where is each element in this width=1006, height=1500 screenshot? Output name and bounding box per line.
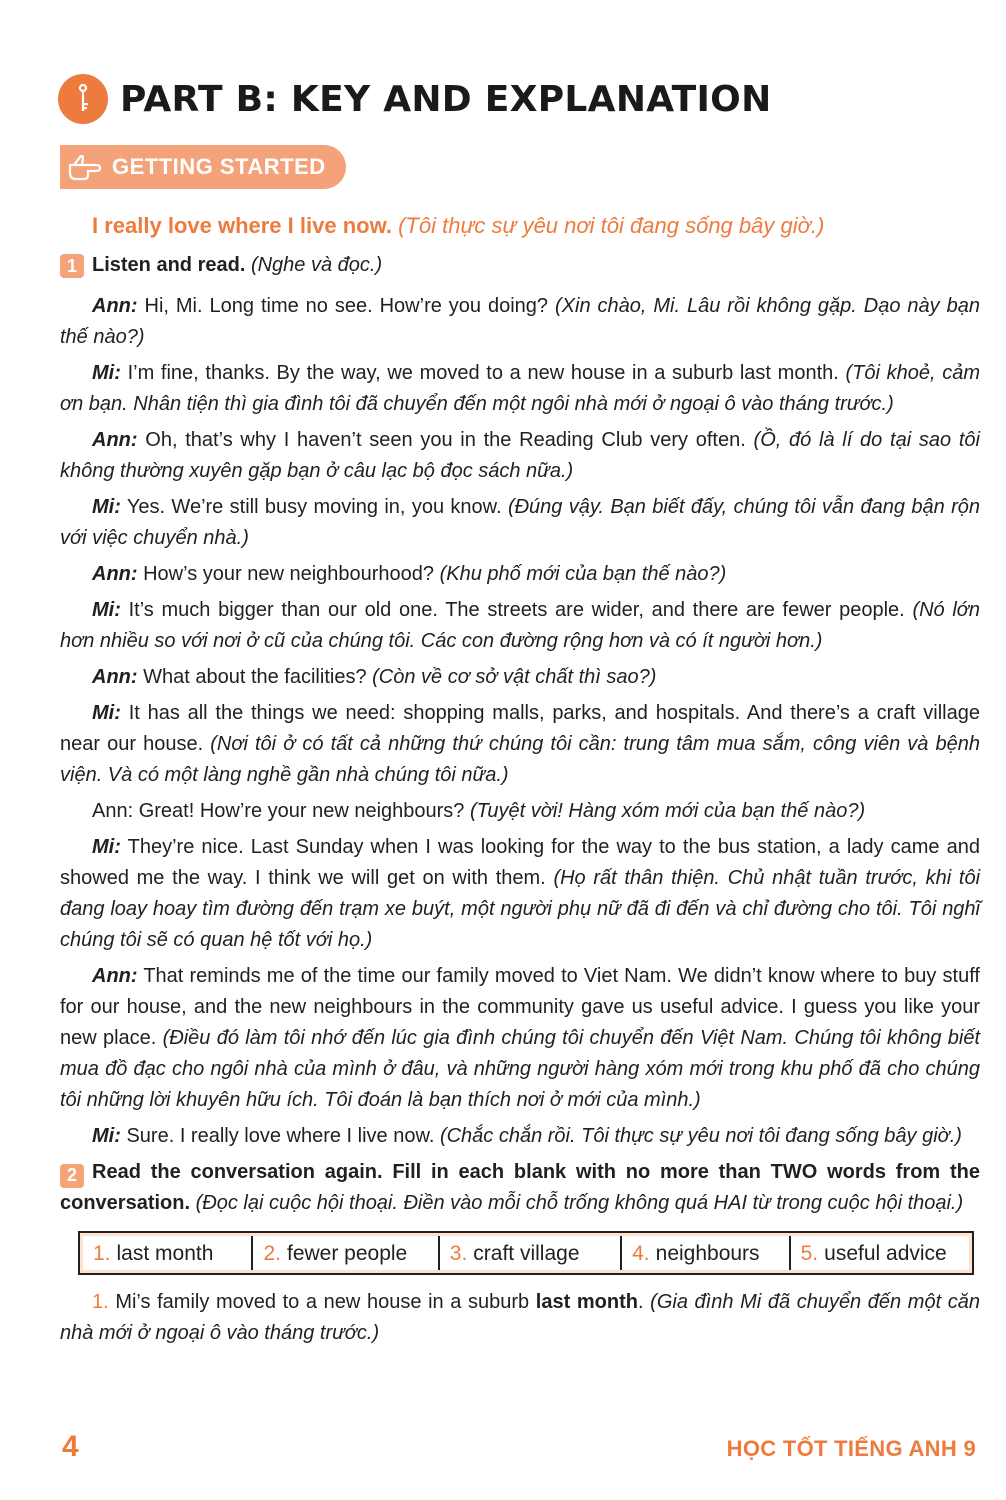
- task-1-en: Listen and read.: [92, 254, 246, 276]
- line-en: Sure. I really love where I live now.: [126, 1125, 435, 1147]
- speaker: Mi:: [92, 702, 121, 724]
- answer-cell: [791, 1236, 969, 1270]
- answer-number: 4.: [632, 1241, 650, 1265]
- page-title: PART B: KEY AND EXPLANATION: [120, 78, 772, 120]
- line-vi: (Nó lớn hơn nhiều so với nơi ở cũ của chúng tôi. Các con đường rộng hơn và có ít người hơn.): [60, 599, 981, 652]
- task-number-badge: 1: [60, 254, 84, 278]
- line-en: That reminds me of the time our family moved to Viet Nam. We didn’t know where to buy stuff for our house, and the new neighbours in the community gave us useful advice. I guess you like your new place.: [60, 965, 980, 1049]
- answer-cell: [622, 1236, 791, 1270]
- line-vi: (Ồ, đó là lí do tại sao tôi không thường xuyên gặp bạn ở câu lạc bộ đọc sách nữa.): [60, 429, 980, 482]
- answer-text: fewer people: [286, 1241, 408, 1265]
- line-vi: (Xin chào, Mi. Lâu rồi không gặp. Dạo này bạn thế nào?): [60, 295, 980, 348]
- dialogue-line: [60, 559, 980, 590]
- dialogue-line: [60, 796, 980, 827]
- task-1-heading: [60, 250, 980, 281]
- task-2-vi: (Đọc lại cuộc hội thoại. Điền vào mỗi chỗ trống không quá HAI từ trong cuộc hội thoại.): [195, 1192, 964, 1214]
- dialogue: [60, 291, 980, 1152]
- task-2-heading: [60, 1157, 980, 1219]
- line-en: It has all the things we need: shopping malls, parks, and hospitals. And there’s a craft village near our house.: [60, 702, 980, 755]
- dialogue-line: [60, 425, 980, 487]
- answer-number: 2.: [263, 1241, 281, 1265]
- dialogue-line: [60, 832, 980, 956]
- answer-cell: [83, 1236, 253, 1270]
- title-row: [58, 74, 772, 124]
- dialogue-line: [60, 492, 980, 554]
- task-2-en: Read the conversation again. Fill in each blank with no more than TWO words from the conversation.: [60, 1161, 980, 1214]
- line-vi: (Nơi tôi ở có tất cả những thứ chúng tôi cần: trung tâm mua sắm, công viên và bệnh viện. Và có một làng nghề gần nhà chúng tôi nữa.): [60, 733, 980, 786]
- dialogue-line: [60, 662, 980, 693]
- line-en: Yes. We’re still busy moving in, you know.: [126, 496, 502, 518]
- speaker: Ann:: [92, 965, 138, 987]
- answer-table: [78, 1231, 974, 1275]
- line-vi: (Khu phố mới của bạn thế nào?): [439, 563, 727, 585]
- tagline-en: I really love where I live now.: [92, 213, 392, 238]
- tagline: [92, 210, 980, 242]
- line-en: I’m fine, thanks. By the way, we moved to a new house in a suburb last month.: [127, 362, 839, 384]
- answer-cell: [253, 1236, 439, 1270]
- answer-text: useful advice: [824, 1241, 947, 1265]
- tagline-vi: (Tôi thực sự yêu nơi tôi đang sống bây giờ.): [398, 213, 825, 238]
- line-vi: (Họ rất thân thiện. Chủ nhật tuần trước, khi tôi đang loay hoay tìm đường đến trạm xe buýt, một người phụ nữ đã đi đến và chỉ đường cho tôi. Tôi nghĩ chúng tôi sẽ có quan hệ tốt với họ.): [60, 867, 981, 951]
- dialogue-line: [60, 961, 980, 1116]
- line-en: How’s your new neighbourhood?: [143, 563, 435, 585]
- line-vi: (Còn về cơ sở vật chất thì sao?): [372, 666, 657, 688]
- answer-text: last month: [116, 1241, 214, 1265]
- line-vi: (Tôi khoẻ, cảm ơn bạn. Nhân tiện thì gia đình tôi đã chuyển đến một ngôi nhà mới ở ngoại ô vào tháng trước.): [60, 362, 981, 415]
- speaker: Mi:: [92, 836, 121, 858]
- answer-text: neighbours: [655, 1241, 760, 1265]
- answer-cell: [440, 1236, 622, 1270]
- task-number-badge: 2: [60, 1164, 84, 1188]
- dialogue-line: [60, 595, 980, 657]
- dialogue-line: [60, 1121, 980, 1152]
- speaker: Ann: [92, 800, 128, 822]
- section-title: GETTING STARTED: [112, 154, 326, 179]
- book-title: HỌC TỐT TIẾNG ANH 9: [726, 1436, 976, 1461]
- line-vi: (Đúng vậy. Bạn biết đấy, chúng tôi vẫn đang bận rộn với việc chuyển nhà.): [60, 496, 981, 549]
- line-en: Oh, that’s why I haven’t seen you in the Reading Club very often.: [145, 429, 746, 451]
- answer-number: 3.: [449, 1241, 468, 1265]
- line-en: : Great! How’re your new neighbours?: [127, 800, 465, 822]
- explanation-1: [60, 1287, 980, 1349]
- line-vi: (Tuyệt vời! Hàng xóm mới của bạn thế nào?): [470, 800, 866, 822]
- speaker: Ann:: [92, 429, 138, 451]
- dialogue-line: [60, 358, 980, 420]
- speaker: Mi:: [92, 362, 121, 384]
- line-en: Hi, Mi. Long time no see. How’re you doing?: [144, 295, 549, 317]
- explanation-after: .: [637, 1291, 644, 1313]
- explanation-vi: (Gia đình Mi đã chuyển đến một căn nhà mới ở ngoại ô vào tháng trước.): [60, 1291, 980, 1344]
- explanation-key: last month: [535, 1291, 638, 1313]
- explanation-number: 1.: [92, 1291, 109, 1313]
- speaker: Mi:: [92, 496, 121, 518]
- speaker: Mi:: [92, 599, 121, 621]
- line-en: They’re nice. Last Sunday when I was looking for the way to the bus station, a lady came and showed me the way. I think we will get on with them.: [60, 836, 980, 889]
- dialogue-line: [60, 291, 980, 353]
- line-vi: (Điều đó làm tôi nhớ đến lúc gia đình chúng tôi chuyển đến Việt Nam. Chúng tôi không biết mua đồ đạc cho ngôi nhà của mình ở đâu, và những người hàng xóm mới trong khu phố đã cho chúng tôi những lời khuyên hữu ích. Tôi đoán là bạn thích nơi ở mới của mình.): [60, 1027, 981, 1111]
- explanation-before: Mi’s family moved to a new house in a suburb: [115, 1291, 530, 1313]
- pointing-hand-icon: [64, 149, 104, 190]
- line-vi: (Chắc chắn rồi. Tôi thực sự yêu nơi tôi đang sống bây giờ.): [439, 1125, 962, 1147]
- task-1-text: [92, 250, 382, 281]
- line-en: What about the facilities?: [143, 666, 367, 688]
- dialogue-line: [60, 698, 980, 791]
- key-icon: [58, 74, 108, 124]
- answer-number: 5.: [800, 1241, 819, 1265]
- content: [60, 210, 980, 1349]
- section-banner: [60, 145, 346, 189]
- speaker: Ann:: [92, 666, 138, 688]
- task-1-vi: (Nghe và đọc.): [250, 254, 383, 276]
- answer-number: 1.: [93, 1241, 111, 1265]
- speaker: Ann:: [92, 295, 138, 317]
- answer-text: craft village: [473, 1241, 580, 1265]
- line-en: It’s much bigger than our old one. The streets are wider, and there are fewer people.: [128, 599, 905, 621]
- speaker: Ann:: [92, 563, 138, 585]
- page-number: 4: [62, 1430, 79, 1463]
- speaker: Mi:: [92, 1125, 121, 1147]
